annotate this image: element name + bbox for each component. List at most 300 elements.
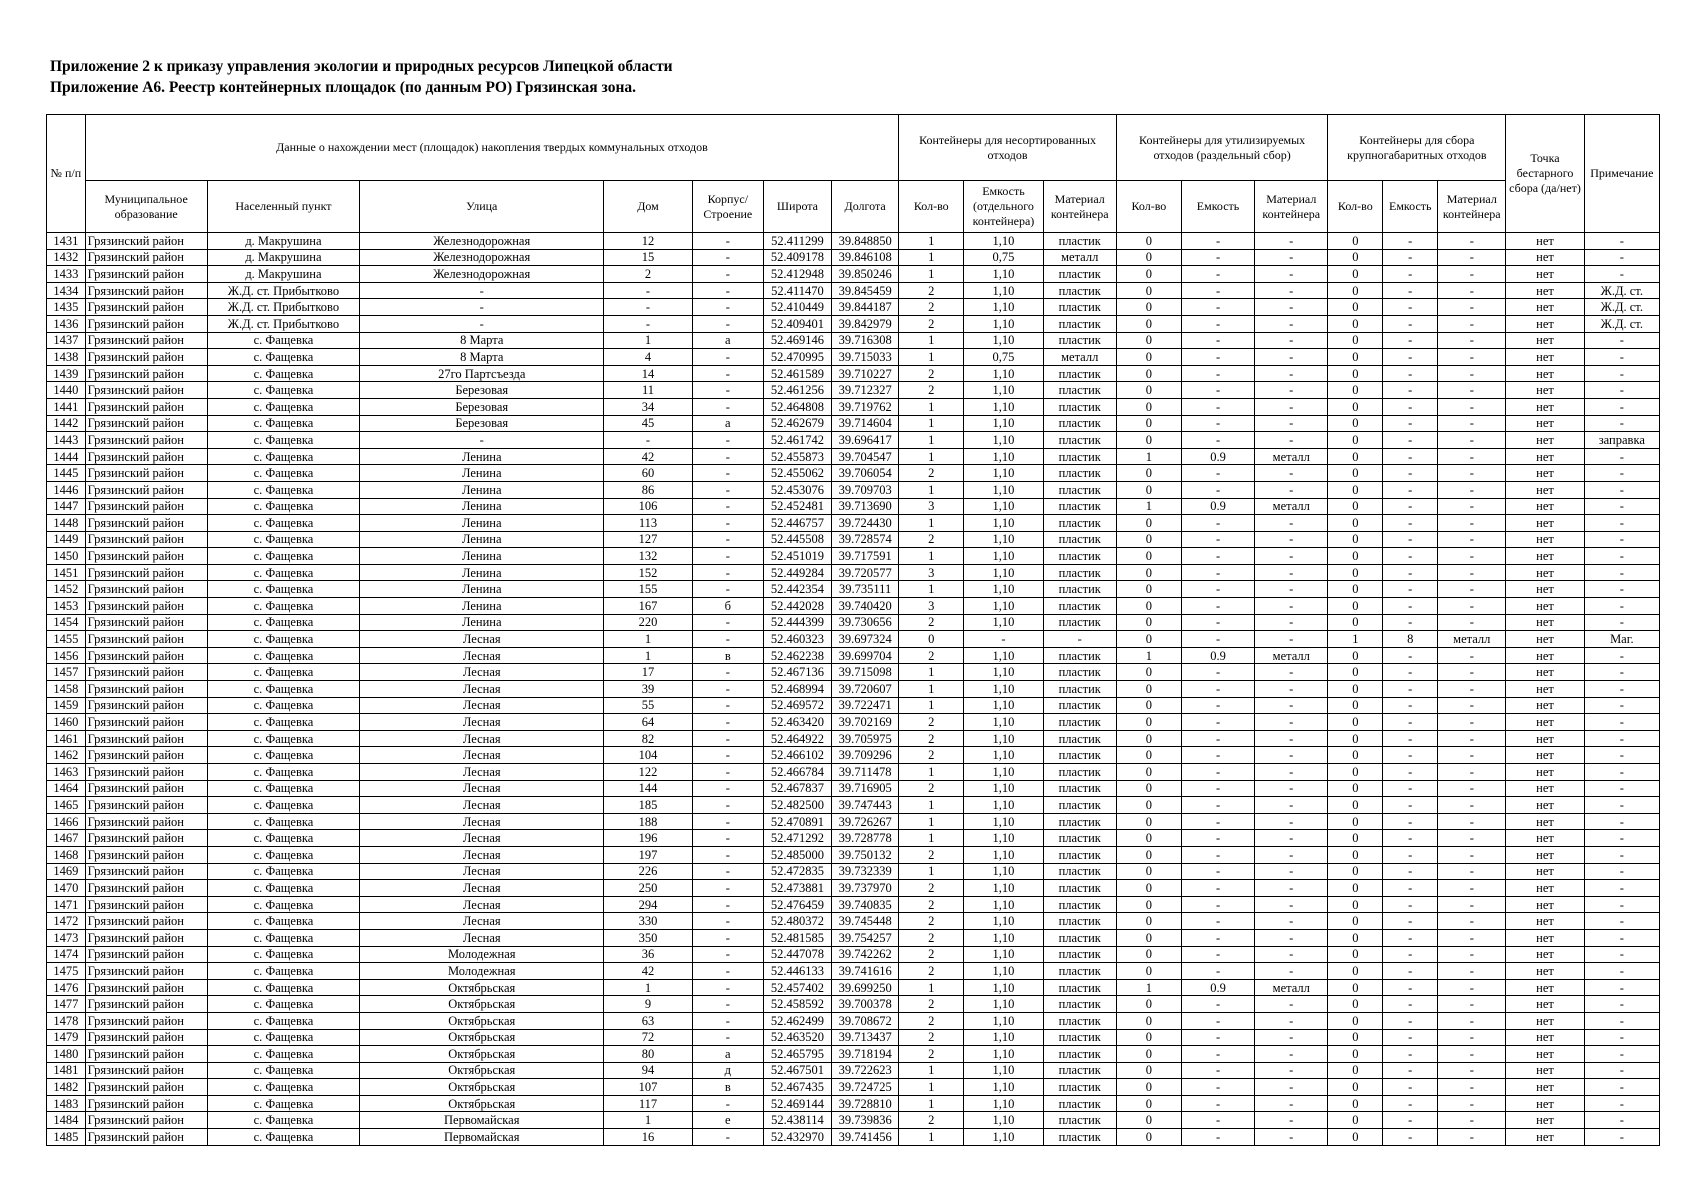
cell-house: -: [604, 282, 692, 299]
cell-recycled-count: 0: [1116, 349, 1181, 366]
cell-recycled-material: металл: [1255, 647, 1328, 664]
cell-bulky-material: металл: [1438, 631, 1506, 648]
cell-recycled-count: 0: [1116, 266, 1181, 283]
cell-recycled-capacity: -: [1181, 996, 1254, 1013]
cell-bagless: нет: [1506, 299, 1584, 316]
cell-bulky-material: -: [1438, 880, 1506, 897]
cell-street: Ленина: [360, 598, 604, 615]
cell-unsorted-material: пластик: [1043, 564, 1116, 581]
cell-lon: 39.724725: [832, 1079, 899, 1096]
cell-municipality: Грязинский район: [85, 432, 207, 449]
cell-house: 12: [604, 233, 692, 250]
table-row: [47, 1112, 1660, 1129]
cell-building: -: [692, 714, 763, 731]
cell-unsorted-capacity: 1,10: [964, 780, 1043, 797]
cell-street: Ленина: [360, 614, 604, 631]
cell-house: 107: [604, 1079, 692, 1096]
cell-recycled-material: -: [1255, 1029, 1328, 1046]
cell-lat: 52.461589: [763, 365, 831, 382]
cell-note: -: [1584, 1062, 1659, 1079]
table-row: [47, 714, 1660, 731]
cell-building: -: [692, 1095, 763, 1112]
cell-unsorted-count: 0: [899, 631, 964, 648]
cell-bulky-material: -: [1438, 896, 1506, 913]
cell-settlement: с. Фащевка: [207, 432, 360, 449]
document-title-line2: Приложение А6. Реестр контейнерных площадок (по данным РО) Грязинская зона.: [50, 79, 636, 96]
table-row: [47, 249, 1660, 266]
cell-recycled-material: -: [1255, 515, 1328, 532]
cell-lon: 39.728574: [832, 531, 899, 548]
cell-recycled-capacity: -: [1181, 1129, 1254, 1146]
cell-street: Лесная: [360, 664, 604, 681]
cell-lon: 39.730656: [832, 614, 899, 631]
header-recycled-group: Контейнеры для утилизируемых отходов (раздельный сбор): [1116, 115, 1328, 181]
cell-recycled-capacity: -: [1181, 1112, 1254, 1129]
cell-recycled-count: 0: [1116, 465, 1181, 482]
cell-recycled-count: 0: [1116, 564, 1181, 581]
cell-num: 1467: [47, 830, 86, 847]
cell-unsorted-capacity: 1,10: [964, 846, 1043, 863]
cell-bagless: нет: [1506, 996, 1584, 1013]
cell-num: 1482: [47, 1079, 86, 1096]
cell-municipality: Грязинский район: [85, 681, 207, 698]
cell-num: 1441: [47, 398, 86, 415]
cell-bulky-count: 0: [1328, 564, 1383, 581]
cell-unsorted-material: пластик: [1043, 581, 1116, 598]
cell-street: Лесная: [360, 929, 604, 946]
table-row: [47, 266, 1660, 283]
cell-num: 1483: [47, 1095, 86, 1112]
cell-lat: 52.462679: [763, 415, 831, 432]
cell-settlement: с. Фащевка: [207, 481, 360, 498]
cell-num: 1466: [47, 813, 86, 830]
cell-lat: 52.476459: [763, 896, 831, 913]
cell-lon: 39.850246: [832, 266, 899, 283]
cell-settlement: с. Фащевка: [207, 946, 360, 963]
cell-recycled-count: 0: [1116, 780, 1181, 797]
cell-municipality: Грязинский район: [85, 266, 207, 283]
cell-street: Молодежная: [360, 946, 604, 963]
table-row: [47, 581, 1660, 598]
cell-bulky-material: -: [1438, 614, 1506, 631]
cell-num: 1444: [47, 448, 86, 465]
cell-recycled-material: -: [1255, 282, 1328, 299]
cell-recycled-capacity: -: [1181, 1062, 1254, 1079]
cell-house: 117: [604, 1095, 692, 1112]
cell-note: -: [1584, 1129, 1659, 1146]
cell-recycled-material: -: [1255, 349, 1328, 366]
cell-settlement: с. Фащевка: [207, 647, 360, 664]
cell-lat: 52.469144: [763, 1095, 831, 1112]
table-row: [47, 282, 1660, 299]
cell-settlement: с. Фащевка: [207, 880, 360, 897]
cell-street: Октябрьская: [360, 1012, 604, 1029]
cell-bagless: нет: [1506, 714, 1584, 731]
cell-street: Лесная: [360, 631, 604, 648]
cell-unsorted-count: 2: [899, 747, 964, 764]
cell-house: 132: [604, 548, 692, 565]
cell-bagless: нет: [1506, 598, 1584, 615]
cell-building: -: [692, 432, 763, 449]
cell-recycled-capacity: -: [1181, 714, 1254, 731]
cell-settlement: с. Фащевка: [207, 631, 360, 648]
cell-recycled-capacity: -: [1181, 315, 1254, 332]
cell-lon: 39.715033: [832, 349, 899, 366]
cell-municipality: Грязинский район: [85, 315, 207, 332]
cell-bulky-capacity: -: [1383, 233, 1438, 250]
cell-bulky-capacity: -: [1383, 1112, 1438, 1129]
cell-bulky-capacity: -: [1383, 531, 1438, 548]
cell-house: 72: [604, 1029, 692, 1046]
cell-lon: 39.750132: [832, 846, 899, 863]
cell-street: Октябрьская: [360, 1029, 604, 1046]
cell-municipality: Грязинский район: [85, 714, 207, 731]
cell-bulky-capacity: -: [1383, 249, 1438, 266]
cell-settlement: с. Фащевка: [207, 1012, 360, 1029]
table-row: [47, 764, 1660, 781]
cell-recycled-capacity: -: [1181, 614, 1254, 631]
cell-municipality: Грязинский район: [85, 548, 207, 565]
cell-recycled-capacity: -: [1181, 780, 1254, 797]
cell-note: -: [1584, 349, 1659, 366]
header-municipality: Муниципальное образование: [85, 181, 207, 233]
cell-recycled-capacity: -: [1181, 764, 1254, 781]
cell-bulky-count: 0: [1328, 846, 1383, 863]
cell-unsorted-capacity: 1,10: [964, 315, 1043, 332]
cell-house: 34: [604, 398, 692, 415]
cell-street: Лесная: [360, 846, 604, 863]
cell-num: 1436: [47, 315, 86, 332]
cell-recycled-capacity: -: [1181, 1012, 1254, 1029]
cell-bulky-count: 0: [1328, 747, 1383, 764]
cell-unsorted-count: 2: [899, 929, 964, 946]
cell-building: -: [692, 631, 763, 648]
cell-settlement: с. Фащевка: [207, 863, 360, 880]
cell-house: 122: [604, 764, 692, 781]
cell-num: 1455: [47, 631, 86, 648]
cell-settlement: с. Фащевка: [207, 498, 360, 515]
cell-num: 1451: [47, 564, 86, 581]
cell-unsorted-capacity: 1,10: [964, 1029, 1043, 1046]
cell-street: Березовая: [360, 398, 604, 415]
cell-unsorted-capacity: 1,10: [964, 929, 1043, 946]
table-row: [47, 963, 1660, 980]
cell-recycled-count: 0: [1116, 382, 1181, 399]
cell-lon: 39.747443: [832, 797, 899, 814]
cell-unsorted-material: пластик: [1043, 929, 1116, 946]
cell-recycled-capacity: -: [1181, 1079, 1254, 1096]
cell-recycled-capacity: -: [1181, 349, 1254, 366]
cell-lon: 39.728810: [832, 1095, 899, 1112]
cell-settlement: д. Макрушина: [207, 233, 360, 250]
cell-num: 1478: [47, 1012, 86, 1029]
table-row: [47, 846, 1660, 863]
header-bulky-material: Материал контейнера: [1438, 181, 1506, 233]
cell-bulky-material: -: [1438, 448, 1506, 465]
cell-bulky-count: 0: [1328, 1012, 1383, 1029]
cell-bulky-capacity: -: [1383, 1012, 1438, 1029]
cell-bulky-count: 0: [1328, 282, 1383, 299]
cell-unsorted-capacity: 1,10: [964, 448, 1043, 465]
cell-lon: 39.740835: [832, 896, 899, 913]
cell-bulky-material: -: [1438, 1046, 1506, 1063]
cell-lat: 52.464808: [763, 398, 831, 415]
cell-note: -: [1584, 730, 1659, 747]
cell-building: -: [692, 929, 763, 946]
cell-bulky-capacity: -: [1383, 664, 1438, 681]
cell-bulky-capacity: -: [1383, 880, 1438, 897]
cell-recycled-capacity: 0.9: [1181, 979, 1254, 996]
cell-lon: 39.702169: [832, 714, 899, 731]
cell-bulky-material: -: [1438, 996, 1506, 1013]
cell-unsorted-material: пластик: [1043, 797, 1116, 814]
cell-bagless: нет: [1506, 432, 1584, 449]
cell-recycled-capacity: -: [1181, 564, 1254, 581]
cell-building: -: [692, 730, 763, 747]
cell-house: 350: [604, 929, 692, 946]
cell-settlement: с. Фащевка: [207, 349, 360, 366]
cell-bagless: нет: [1506, 531, 1584, 548]
cell-settlement: д. Макрушина: [207, 266, 360, 283]
cell-bulky-count: 0: [1328, 913, 1383, 930]
cell-street: Железнодорожная: [360, 266, 604, 283]
cell-unsorted-capacity: 1,10: [964, 415, 1043, 432]
cell-building: а: [692, 332, 763, 349]
cell-unsorted-capacity: 1,10: [964, 714, 1043, 731]
cell-recycled-material: -: [1255, 963, 1328, 980]
cell-house: 197: [604, 846, 692, 863]
table-row: [47, 730, 1660, 747]
cell-bulky-count: 0: [1328, 1062, 1383, 1079]
cell-unsorted-material: пластик: [1043, 598, 1116, 615]
cell-settlement: с. Фащевка: [207, 830, 360, 847]
cell-street: Первомайская: [360, 1129, 604, 1146]
cell-house: 82: [604, 730, 692, 747]
container-registry-table: [46, 114, 1660, 1146]
cell-building: -: [692, 747, 763, 764]
cell-unsorted-count: 1: [899, 481, 964, 498]
cell-bulky-material: -: [1438, 747, 1506, 764]
cell-recycled-material: -: [1255, 531, 1328, 548]
cell-recycled-material: -: [1255, 681, 1328, 698]
cell-bulky-count: 0: [1328, 382, 1383, 399]
cell-note: -: [1584, 1046, 1659, 1063]
cell-num: 1435: [47, 299, 86, 316]
cell-note: -: [1584, 1095, 1659, 1112]
table-row: [47, 531, 1660, 548]
cell-street: 27го Партсъезда: [360, 365, 604, 382]
cell-municipality: Грязинский район: [85, 564, 207, 581]
cell-bulky-material: -: [1438, 398, 1506, 415]
cell-street: Лесная: [360, 863, 604, 880]
cell-bulky-count: 0: [1328, 1095, 1383, 1112]
cell-street: Березовая: [360, 415, 604, 432]
cell-lat: 52.455062: [763, 465, 831, 482]
cell-building: -: [692, 863, 763, 880]
cell-building: -: [692, 896, 763, 913]
cell-bulky-material: -: [1438, 548, 1506, 565]
cell-note: -: [1584, 996, 1659, 1013]
cell-bulky-count: 1: [1328, 631, 1383, 648]
cell-unsorted-capacity: 1,10: [964, 1062, 1043, 1079]
cell-bagless: нет: [1506, 465, 1584, 482]
cell-municipality: Грязинский район: [85, 913, 207, 930]
cell-note: -: [1584, 697, 1659, 714]
cell-municipality: Грязинский район: [85, 1046, 207, 1063]
cell-house: 80: [604, 1046, 692, 1063]
table-row: [47, 747, 1660, 764]
cell-settlement: с. Фащевка: [207, 996, 360, 1013]
cell-building: -: [692, 282, 763, 299]
cell-settlement: с. Фащевка: [207, 581, 360, 598]
cell-unsorted-capacity: 1,10: [964, 963, 1043, 980]
cell-bagless: нет: [1506, 332, 1584, 349]
cell-street: Лесная: [360, 913, 604, 930]
cell-unsorted-count: 1: [899, 813, 964, 830]
cell-street: Лесная: [360, 697, 604, 714]
cell-recycled-material: -: [1255, 1095, 1328, 1112]
cell-unsorted-material: пластик: [1043, 846, 1116, 863]
cell-building: -: [692, 365, 763, 382]
cell-unsorted-capacity: 1,10: [964, 913, 1043, 930]
cell-unsorted-count: 1: [899, 249, 964, 266]
table-header: [47, 115, 1660, 233]
cell-unsorted-material: пластик: [1043, 979, 1116, 996]
cell-bulky-capacity: -: [1383, 913, 1438, 930]
cell-bulky-capacity: -: [1383, 515, 1438, 532]
cell-unsorted-material: пластик: [1043, 266, 1116, 283]
cell-recycled-count: 0: [1116, 531, 1181, 548]
cell-recycled-count: 0: [1116, 913, 1181, 930]
cell-building: -: [692, 614, 763, 631]
cell-unsorted-capacity: 1,10: [964, 1079, 1043, 1096]
header-unsorted-group: Контейнеры для несортированных отходов: [899, 115, 1117, 181]
cell-recycled-material: -: [1255, 1062, 1328, 1079]
cell-recycled-material: -: [1255, 581, 1328, 598]
cell-lon: 39.742262: [832, 946, 899, 963]
cell-num: 1469: [47, 863, 86, 880]
cell-lon: 39.720577: [832, 564, 899, 581]
cell-recycled-material: -: [1255, 415, 1328, 432]
header-recycled-capacity: Емкость: [1181, 181, 1254, 233]
cell-note: -: [1584, 1112, 1659, 1129]
cell-unsorted-capacity: 1,10: [964, 598, 1043, 615]
cell-num: 1434: [47, 282, 86, 299]
cell-recycled-count: 0: [1116, 233, 1181, 250]
cell-lat: 52.446757: [763, 515, 831, 532]
cell-unsorted-material: пластик: [1043, 963, 1116, 980]
cell-building: а: [692, 415, 763, 432]
cell-lat: 52.453076: [763, 481, 831, 498]
cell-lat: 52.470891: [763, 813, 831, 830]
cell-unsorted-capacity: 1,10: [964, 813, 1043, 830]
cell-recycled-count: 0: [1116, 631, 1181, 648]
cell-municipality: Грязинский район: [85, 614, 207, 631]
cell-unsorted-count: 1: [899, 233, 964, 250]
cell-settlement: с. Фащевка: [207, 846, 360, 863]
cell-recycled-material: -: [1255, 365, 1328, 382]
cell-recycled-count: 0: [1116, 398, 1181, 415]
cell-note: -: [1584, 896, 1659, 913]
cell-unsorted-material: пластик: [1043, 398, 1116, 415]
cell-bulky-capacity: -: [1383, 1079, 1438, 1096]
cell-unsorted-material: пластик: [1043, 764, 1116, 781]
cell-bagless: нет: [1506, 581, 1584, 598]
cell-bulky-material: -: [1438, 730, 1506, 747]
cell-settlement: Ж.Д. ст. Прибытково: [207, 315, 360, 332]
cell-unsorted-capacity: 1,10: [964, 830, 1043, 847]
cell-unsorted-material: пластик: [1043, 1062, 1116, 1079]
cell-unsorted-capacity: 1,10: [964, 880, 1043, 897]
cell-num: 1431: [47, 233, 86, 250]
cell-municipality: Грязинский район: [85, 797, 207, 814]
cell-bagless: нет: [1506, 1029, 1584, 1046]
cell-building: -: [692, 1012, 763, 1029]
cell-settlement: с. Фащевка: [207, 1029, 360, 1046]
cell-recycled-count: 0: [1116, 1129, 1181, 1146]
cell-recycled-count: 0: [1116, 797, 1181, 814]
cell-municipality: Грязинский район: [85, 1095, 207, 1112]
cell-street: Ленина: [360, 481, 604, 498]
cell-lat: 52.482500: [763, 797, 831, 814]
cell-note: -: [1584, 548, 1659, 565]
cell-bulky-material: -: [1438, 764, 1506, 781]
cell-settlement: с. Фащевка: [207, 780, 360, 797]
cell-unsorted-count: 1: [899, 697, 964, 714]
cell-unsorted-count: 3: [899, 498, 964, 515]
cell-bulky-material: -: [1438, 697, 1506, 714]
cell-unsorted-capacity: 1,10: [964, 863, 1043, 880]
table-row: [47, 946, 1660, 963]
cell-settlement: с. Фащевка: [207, 564, 360, 581]
cell-recycled-material: -: [1255, 697, 1328, 714]
table-row: [47, 598, 1660, 615]
cell-unsorted-material: пластик: [1043, 714, 1116, 731]
cell-street: Лесная: [360, 813, 604, 830]
cell-bulky-material: -: [1438, 664, 1506, 681]
cell-bulky-material: -: [1438, 598, 1506, 615]
cell-unsorted-capacity: 1,10: [964, 365, 1043, 382]
cell-lat: 52.457402: [763, 979, 831, 996]
cell-bulky-material: -: [1438, 1012, 1506, 1029]
cell-settlement: с. Фащевка: [207, 1129, 360, 1146]
header-bulky-capacity: Емкость: [1383, 181, 1438, 233]
cell-bulky-count: 0: [1328, 1129, 1383, 1146]
cell-bagless: нет: [1506, 1062, 1584, 1079]
cell-building: -: [692, 315, 763, 332]
cell-recycled-capacity: -: [1181, 548, 1254, 565]
cell-unsorted-count: 1: [899, 515, 964, 532]
cell-unsorted-count: 1: [899, 797, 964, 814]
cell-note: -: [1584, 1079, 1659, 1096]
cell-lon: 39.719762: [832, 398, 899, 415]
cell-bagless: нет: [1506, 282, 1584, 299]
cell-house: 196: [604, 830, 692, 847]
cell-municipality: Грязинский район: [85, 1129, 207, 1146]
cell-bulky-capacity: -: [1383, 747, 1438, 764]
table-row: [47, 382, 1660, 399]
cell-street: Лесная: [360, 714, 604, 731]
cell-note: -: [1584, 233, 1659, 250]
cell-bulky-capacity: -: [1383, 979, 1438, 996]
cell-bulky-material: -: [1438, 1095, 1506, 1112]
cell-bulky-capacity: -: [1383, 813, 1438, 830]
cell-unsorted-material: пластик: [1043, 896, 1116, 913]
cell-building: -: [692, 681, 763, 698]
cell-unsorted-material: пластик: [1043, 863, 1116, 880]
cell-unsorted-count: 2: [899, 315, 964, 332]
cell-recycled-material: -: [1255, 830, 1328, 847]
